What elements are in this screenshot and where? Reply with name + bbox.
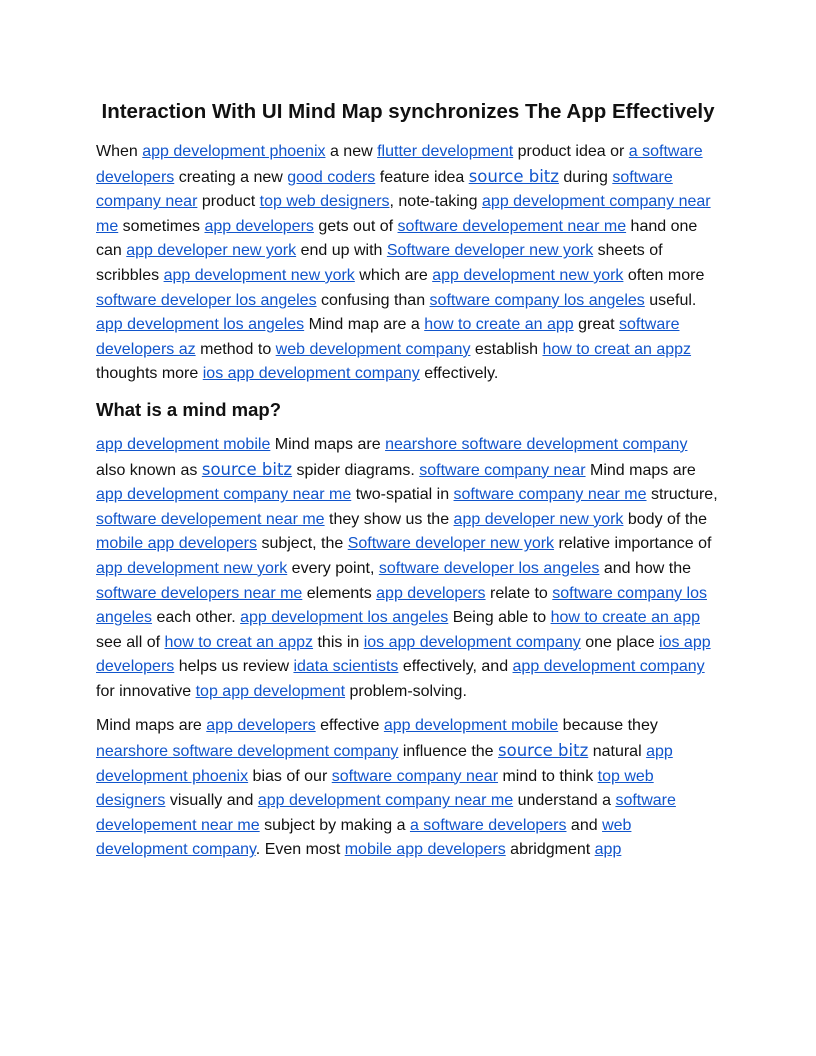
body-text: one place <box>580 633 660 651</box>
link-ios-app-development-company[interactable]: ios app development company <box>363 633 581 651</box>
body-text: and <box>566 816 603 834</box>
body-text: problem-solving. <box>345 682 467 700</box>
body-text: abridgment <box>505 841 595 859</box>
body-text: product idea or <box>513 143 629 160</box>
body-text: body of the <box>623 510 708 528</box>
link-app-development-mobile[interactable]: app development mobile <box>383 717 559 735</box>
link-a-software-developers[interactable]: a software developers <box>409 816 567 834</box>
link-flutter-development[interactable]: flutter development <box>377 143 514 160</box>
link-app-development-new-york[interactable]: app development new york <box>96 559 288 577</box>
body-text: thoughts more <box>96 365 203 383</box>
link-app-developers[interactable]: app developers <box>204 217 314 235</box>
link-app-development-los-angeles[interactable]: app development los angeles <box>96 316 305 334</box>
body-text: sometimes <box>118 217 205 235</box>
link-app-development-phoenix[interactable]: app development phoenix <box>96 743 673 785</box>
body-text: often more <box>623 266 705 284</box>
link-good-coders[interactable]: good coders <box>287 168 376 186</box>
body-text: effectively, and <box>398 658 513 676</box>
link-software-company-near[interactable]: software company near <box>96 168 673 211</box>
body-text: natural <box>588 743 647 761</box>
body-text: mind to think <box>498 767 598 785</box>
body-text: end up with <box>296 242 387 260</box>
body-text: structure, <box>646 486 718 504</box>
link-top-web-designers[interactable]: top web designers <box>259 193 390 211</box>
body-text: Mind map are a <box>304 316 425 334</box>
link-app-development-company-near-me[interactable]: app development company near me <box>257 792 514 810</box>
body-text: they show us the <box>324 510 454 528</box>
page-title: Interaction With UI Mind Map synchronizes The App Effectively <box>101 100 715 123</box>
body-text: When <box>96 143 143 160</box>
body-text: great <box>573 316 620 334</box>
body-text: every point, <box>287 559 379 577</box>
section-heading-mind-map: What is a mind map? <box>96 398 282 420</box>
body-text: bias of our <box>248 767 332 785</box>
body-text: a new <box>325 143 378 160</box>
body-text: feature idea <box>375 168 469 186</box>
link-mobile-app-developers[interactable]: mobile app developers <box>96 535 257 553</box>
link-app-development-new-york[interactable]: app development new york <box>163 266 355 284</box>
link-app-development-company-near-me[interactable]: app development company near me <box>96 486 352 504</box>
link-web-development-company[interactable]: web development company <box>275 340 471 358</box>
link-source-bitz[interactable]: source bitz <box>498 741 589 761</box>
body-text: this in <box>313 633 364 651</box>
link-source-bitz[interactable]: source bitz <box>468 166 559 186</box>
link-app-development-mobile[interactable]: app development mobile <box>96 435 271 453</box>
body-text: Mind maps are <box>270 435 386 453</box>
body-text: because they <box>558 717 658 735</box>
link-how-to-create-an-app[interactable]: how to create an app <box>550 609 700 627</box>
body-text: gets out of <box>313 217 398 235</box>
body-text: relate to <box>485 584 553 602</box>
link-software-developers-az[interactable]: software developers az <box>96 316 680 358</box>
link-software-company-near[interactable]: software company near <box>331 767 499 785</box>
body-text: establish <box>470 340 543 358</box>
link-app-development-new-york[interactable]: app development new york <box>432 266 624 284</box>
body-text: subject, the <box>257 535 348 553</box>
body-text: and how the <box>599 559 692 577</box>
link-software-developers-near-me[interactable]: software developers near me <box>96 584 303 602</box>
link-software-developer-los-angeles[interactable]: software developer los angeles <box>96 291 317 309</box>
body-text: influence the <box>398 743 499 761</box>
link-a-software-developers[interactable]: a software developers <box>96 143 703 186</box>
body-text: during <box>558 168 613 186</box>
link-software-developer-new-york[interactable]: Software developer new york <box>347 535 555 553</box>
link-app[interactable]: app <box>594 841 622 859</box>
link-software-developer-los-angeles[interactable]: software developer los angeles <box>378 559 600 577</box>
link-nearshore-software-development-company[interactable]: nearshore software development company <box>96 743 399 761</box>
body-text: which are <box>354 266 433 284</box>
body-text: Mind maps are <box>96 717 207 735</box>
body-text: product <box>197 193 260 211</box>
body-text: confusing than <box>316 291 430 309</box>
link-app-development-los-angeles[interactable]: app development los angeles <box>240 609 449 627</box>
link-mobile-app-developers[interactable]: mobile app developers <box>344 841 506 859</box>
link-software-developement-near-me[interactable]: software developement near me <box>96 510 325 528</box>
link-top-app-development[interactable]: top app development <box>195 682 346 700</box>
link-web-development-company[interactable]: web development company <box>96 816 632 859</box>
link-how-to-creat-an-appz[interactable]: how to creat an appz <box>542 340 692 358</box>
link-software-developement-near-me[interactable]: software developement near me <box>397 217 627 235</box>
body-text: Mind maps are <box>585 461 696 479</box>
body-text: spider diagrams. <box>292 461 420 479</box>
body-text: two-spatial in <box>351 486 454 504</box>
link-software-developement-near-me[interactable]: software developement near me <box>96 792 676 834</box>
body-text: understand a <box>513 792 616 810</box>
link-software-company-near[interactable]: software company near <box>419 461 586 479</box>
body-text: creating a new <box>174 168 288 186</box>
link-app-developers[interactable]: app developers <box>206 717 316 735</box>
body-text: subject by making a <box>259 816 410 834</box>
link-software-company-los-angeles[interactable]: software company los angeles <box>96 584 707 627</box>
body-text: effectively. <box>419 365 499 383</box>
link-software-company-near-me[interactable]: software company near me <box>453 486 647 504</box>
link-how-to-creat-an-appz[interactable]: how to creat an appz <box>164 633 314 651</box>
body-text: helps us review <box>174 658 294 676</box>
link-app-developer-new-york[interactable]: app developer new york <box>453 510 624 528</box>
link-app-developers[interactable]: app developers <box>376 584 486 602</box>
document-page <box>96 96 720 873</box>
link-top-web-designers[interactable]: top web designers <box>96 767 654 810</box>
effectiveness-paragraph <box>96 714 720 863</box>
body-text: visually and <box>165 792 258 810</box>
link-source-bitz[interactable]: source bitz <box>201 459 293 479</box>
body-text: sheets of scribbles <box>96 242 663 284</box>
body-text: useful. <box>644 291 697 309</box>
body-text: hand one can <box>96 217 698 260</box>
link-app-developer-new-york[interactable]: app developer new york <box>126 242 297 260</box>
link-idata-scientists[interactable]: idata scientists <box>293 658 399 676</box>
link-app-development-company[interactable]: app development company <box>512 658 705 676</box>
link-nearshore-software-development-company[interactable]: nearshore software development company <box>385 435 688 453</box>
link-ios-app-development-company[interactable]: ios app development company <box>202 365 420 383</box>
definition-paragraph <box>96 433 720 705</box>
link-software-developer-new-york[interactable]: Software developer new york <box>386 242 594 260</box>
body-text: effective <box>315 717 384 735</box>
body-text: Being able to <box>448 609 551 627</box>
body-text: elements <box>302 584 377 602</box>
body-text: also known as <box>96 461 202 479</box>
body-text: each other. <box>152 609 241 627</box>
link-ios-app-developers[interactable]: ios app developers <box>96 633 711 676</box>
link-app-development-phoenix[interactable]: app development phoenix <box>142 143 326 160</box>
link-how-to-create-an-app[interactable]: how to create an app <box>424 316 574 334</box>
link-app-development-company-near-me[interactable]: app development company near me <box>96 193 711 235</box>
body-text: see all of <box>96 633 165 651</box>
body-text: relative importance of <box>554 535 712 553</box>
document-body <box>96 140 720 863</box>
link-software-company-los-angeles[interactable]: software company los angeles <box>429 291 645 309</box>
body-text: for innovative <box>96 682 196 700</box>
intro-paragraph <box>96 140 720 387</box>
body-text: method to <box>195 340 276 358</box>
body-text: . Even most <box>255 841 345 859</box>
body-text: , note-taking <box>389 193 483 211</box>
